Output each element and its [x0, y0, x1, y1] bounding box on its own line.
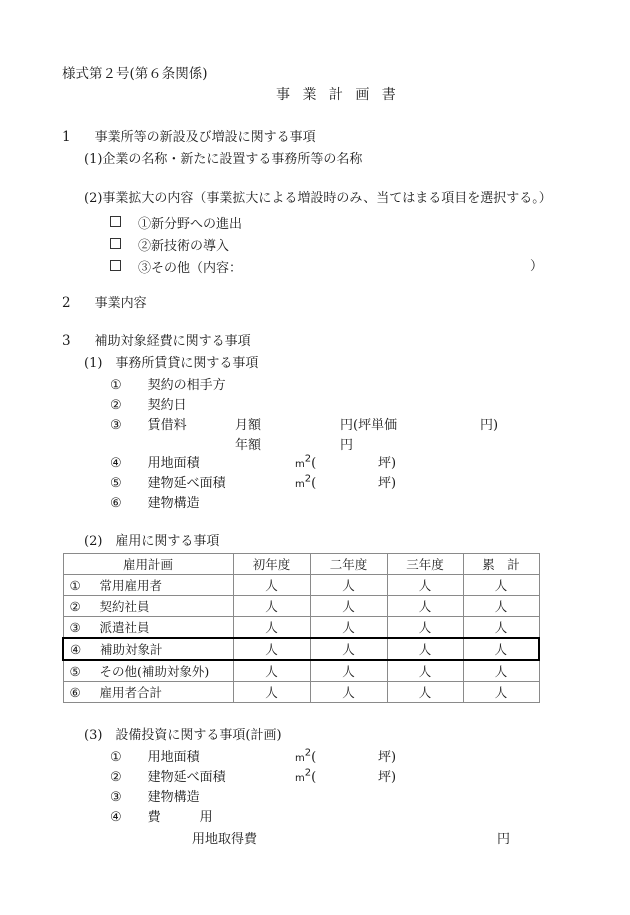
form-number: 様式第２号(第６条関係) [62, 66, 208, 82]
sub1-item-1-label: 契約の相手方 [147, 378, 226, 393]
row-label-text: 補助対象計 [100, 642, 163, 657]
cell-year1[interactable]: 人 [233, 596, 310, 617]
row-number: ① [69, 578, 81, 593]
table-row [63, 660, 539, 682]
checkbox-label: ③その他（内容： [138, 261, 243, 276]
table-header-year1: 初年度 [233, 554, 310, 575]
plan-site-area-tsubo-unit: 坪) [378, 750, 397, 765]
row-label-text: 派遣社員 [99, 620, 150, 635]
cell-year1[interactable]: 人 [233, 638, 310, 660]
table-row [63, 682, 539, 703]
table-row [63, 617, 539, 639]
sub1-item-4-number: ④ [110, 456, 122, 471]
sub3-item-2 [110, 771, 226, 784]
sub3-item-2-number: ② [110, 770, 122, 785]
table-header-plan: 雇用計画 [63, 554, 233, 575]
row-label-contract-employee [63, 596, 233, 617]
cell-year3[interactable]: 人 [387, 682, 463, 703]
sub1-item-4 [110, 457, 200, 470]
cell-total[interactable]: 人 [463, 575, 539, 596]
sub1-item-6-number: ⑥ [110, 496, 122, 511]
sqm-label: m [295, 753, 305, 764]
sub3-item-3 [110, 791, 200, 804]
sub1-item-6-label: 建物構造 [147, 496, 200, 511]
sub1-item-1-number: ① [110, 378, 122, 393]
row-number: ⑥ [69, 685, 81, 700]
row-label-text: 契約社員 [99, 599, 150, 614]
row-label-other-non-subsidy [63, 660, 233, 682]
sub1-item-1 [110, 379, 226, 392]
building-area-sqm-unit [295, 473, 317, 491]
row-label-text: その他(補助対象外) [99, 664, 210, 679]
checkbox-row-other[interactable] [110, 260, 242, 278]
row-number: ③ [69, 620, 81, 635]
sub1-item-3 [110, 419, 187, 432]
sub1-item-3-label: 賃借料 [147, 418, 187, 433]
sub3-item-4 [110, 811, 213, 824]
checkbox-icon[interactable] [110, 216, 121, 227]
employment-plan-table [62, 553, 540, 703]
document-title: 事 業 計 画 書 [276, 87, 400, 103]
cell-total[interactable]: 人 [463, 660, 539, 682]
row-label-regular-employee [63, 575, 233, 596]
sqm-superscript: 2 [304, 453, 312, 465]
checkbox-icon[interactable] [110, 238, 121, 249]
cell-year3[interactable]: 人 [387, 617, 463, 639]
sqm-superscript: 2 [304, 747, 312, 759]
cell-year2[interactable]: 人 [310, 617, 387, 639]
plan-building-area-sqm-unit [295, 767, 317, 785]
cell-year3[interactable]: 人 [387, 638, 463, 660]
checkbox-other-close-paren: ） [530, 259, 544, 274]
sub1-item-6 [110, 497, 200, 510]
cell-year2[interactable]: 人 [310, 638, 387, 660]
row-label-dispatched-employee [63, 617, 233, 639]
sub1-item-5-number: ⑤ [110, 476, 122, 491]
section-1-heading [62, 131, 316, 145]
cell-year2[interactable]: 人 [310, 682, 387, 703]
cell-year1[interactable]: 人 [233, 682, 310, 703]
sub1-item-3-number: ③ [110, 418, 122, 433]
cell-total[interactable]: 人 [463, 617, 539, 639]
section-3-sub-3-label: (3) 設備投資に関する事項(計画) [84, 728, 282, 743]
checkbox-label: ①新分野への進出 [138, 217, 243, 232]
site-area-tsubo-unit: 坪) [378, 456, 397, 471]
cell-year1[interactable]: 人 [233, 617, 310, 639]
section-3-number: 3 [62, 333, 71, 349]
land-acquisition-cost-unit: 円 [497, 832, 511, 847]
sub1-item-2-number: ② [110, 398, 122, 413]
sub1-item-5 [110, 477, 226, 490]
checkbox-icon[interactable] [110, 260, 121, 271]
table-row [63, 575, 539, 596]
sub3-item-4-label: 費 用 [147, 810, 213, 825]
section-3-sub-2-label: (2) 雇用に関する事項 [84, 534, 220, 549]
plan-building-area-tsubo-unit: 坪) [378, 770, 397, 785]
sqm-paren-open: ( [311, 476, 317, 491]
cell-total[interactable]: 人 [463, 682, 539, 703]
section-3-sub-1-label: (1) 事務所賃貸に関する事項 [84, 356, 259, 371]
table-row [63, 596, 539, 617]
sub3-item-1-number: ① [110, 750, 122, 765]
sqm-superscript: 2 [304, 767, 312, 779]
row-number: ② [69, 599, 81, 614]
sub1-item-2 [110, 399, 187, 412]
table-row-subsidy-target-total [63, 638, 539, 660]
table-header-year2: 二年度 [310, 554, 387, 575]
sub1-item-2-label: 契約日 [147, 398, 187, 413]
sub1-item-5-label: 建物延べ面積 [147, 476, 226, 491]
section-1-heading-text: 事業所等の新設及び増設に関する事項 [94, 130, 316, 145]
row-number: ④ [70, 642, 82, 657]
cell-year3[interactable]: 人 [387, 596, 463, 617]
cell-year3[interactable]: 人 [387, 660, 463, 682]
sqm-superscript: 2 [304, 473, 312, 485]
land-acquisition-cost-label: 用地取得費 [192, 832, 258, 847]
sqm-paren-open: ( [311, 456, 317, 471]
checkbox-label: ②新技術の導入 [138, 239, 230, 254]
checkbox-row-new-field[interactable] [110, 216, 242, 234]
sqm-paren-open: ( [311, 750, 317, 765]
sqm-label: m [295, 773, 305, 784]
row-label-text: 雇用者合計 [99, 685, 163, 700]
sub3-item-4-number: ④ [110, 810, 122, 825]
section-2-heading-text: 事業内容 [94, 296, 147, 311]
sqm-label: m [295, 459, 305, 470]
section-1-item-1: (1)企業の名称・新たに設置する事務所等の名称 [84, 152, 363, 167]
rent-unit-price-unit: 円) [480, 418, 499, 433]
row-label-employee-grand-total [63, 682, 233, 703]
section-2-heading [62, 297, 147, 311]
cell-year1[interactable]: 人 [233, 575, 310, 596]
sub3-item-1-label: 用地面積 [147, 750, 200, 765]
checkbox-row-new-technology[interactable] [110, 238, 229, 256]
table-header-row [63, 554, 539, 575]
building-area-tsubo-unit: 坪) [378, 476, 397, 491]
sub3-item-3-label: 建物構造 [147, 790, 200, 805]
rent-monthly-label: 月額 [235, 418, 262, 433]
site-area-sqm-unit [295, 453, 317, 471]
cell-year2[interactable]: 人 [310, 596, 387, 617]
row-label-subsidy-target-total [63, 638, 233, 660]
section-2-number: 2 [62, 295, 71, 311]
sub3-item-3-number: ③ [110, 790, 122, 805]
rent-yearly-label: 年額 [235, 438, 262, 453]
plan-site-area-sqm-unit [295, 747, 317, 765]
section-1-number: 1 [62, 129, 71, 145]
row-number: ⑤ [69, 664, 81, 679]
cell-year1[interactable]: 人 [233, 660, 310, 682]
sqm-paren-open: ( [311, 770, 317, 785]
row-label-text: 常用雇用者 [99, 578, 163, 593]
section-1-item-2: (2)事業拡大の内容（事業拡大による増設時のみ、当てはまる項目を選択する。） [84, 191, 552, 206]
rent-yearly-unit: 円 [340, 438, 354, 453]
section-3-heading [62, 335, 251, 349]
cell-total[interactable]: 人 [463, 638, 539, 660]
cell-total[interactable]: 人 [463, 596, 539, 617]
table-header-year3: 三年度 [387, 554, 463, 575]
sub3-item-1 [110, 751, 200, 764]
section-3-heading-text: 補助対象経費に関する事項 [94, 334, 251, 349]
sub3-item-2-label: 建物延べ面積 [147, 770, 226, 785]
cell-year3[interactable]: 人 [387, 575, 463, 596]
sqm-label: m [295, 479, 305, 490]
table-header-total: 累 計 [463, 554, 539, 575]
cell-year2[interactable]: 人 [310, 660, 387, 682]
cell-year2[interactable]: 人 [310, 575, 387, 596]
sub1-item-4-label: 用地面積 [147, 456, 200, 471]
rent-monthly-unit: 円(坪単価 [340, 418, 398, 433]
